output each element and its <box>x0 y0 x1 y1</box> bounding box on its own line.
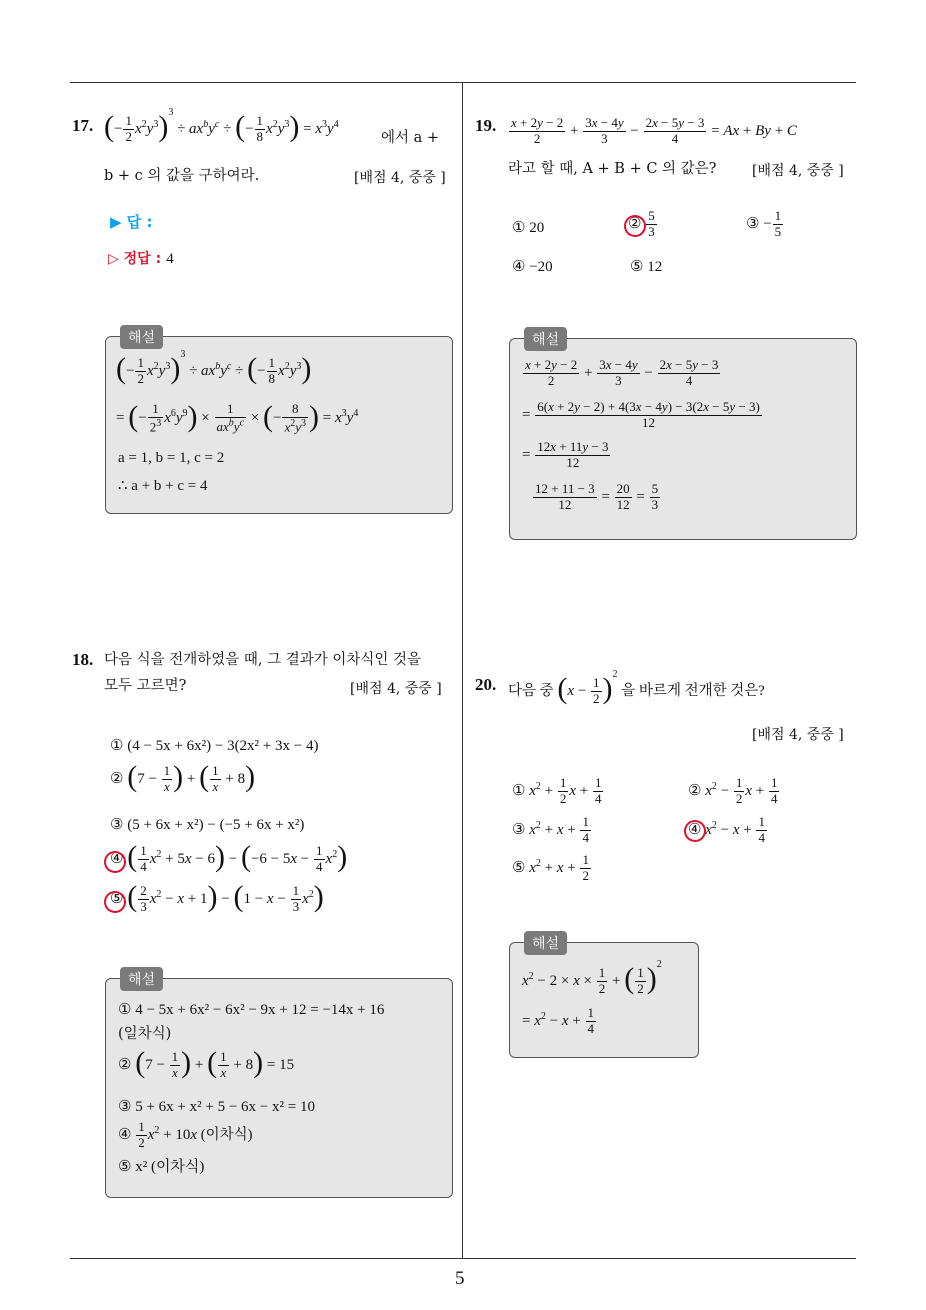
option-1: ① $x^2$ + $\frac{1}{2}$ x + $\frac{1}{4}$ <box>512 775 602 806</box>
question-text-cont: 라고 할 때, A + B + C 의 값은? <box>508 161 717 177</box>
option-3: ③ $x^2 + x$ + $\frac{1}{4}$ <box>512 814 589 845</box>
option-2: ② $\frac{5}{3}$ <box>628 208 655 239</box>
option-3: ③ (5 + 6x + x²) − (−5 + 6x + x²) <box>110 817 305 833</box>
answer-label: ▶ 답 : <box>110 213 153 231</box>
bottom-rule <box>70 1258 856 1259</box>
question-number: 18. <box>72 650 94 669</box>
score-meta: [배점 4, 중중 ] <box>752 163 844 179</box>
solution-line-1: $x^2 - 2 \times x$ × $\frac{1}{2}$ + ( $\frac{1}{2}$ )$^2$ <box>522 958 662 996</box>
question-text-cont: b + c 의 값을 구하여라. <box>104 168 260 184</box>
solution-line-2: = $\frac{6(x + 2y - 2) + 4(3x - 4y) - 3(2x - 5y - 3)}{12}$ <box>522 399 760 430</box>
question-expression: (− $\frac{1}{2}$ $x^2y^3)^3 \div ax^by^c$ ÷ (− $\frac{1}{8}$ $x^2y^3) = x^3y^4$ <box>104 106 339 144</box>
question-text: 에서 a + <box>381 130 440 146</box>
solution-tag: 해설 <box>120 325 163 349</box>
solution-line-1: ① 4 − 5x + 6x² − 6x² − 9x + 12 = −14x + 16 <box>118 1002 385 1018</box>
question-text: 다음 식을 전개하였을 때, 그 결과가 이차식인 것을 <box>104 652 422 668</box>
solution-line-1b: (일차식) <box>118 1026 172 1042</box>
solution-line-4: $\frac{12 + 11 - 3}{12}$ = $\frac{20}{12}$ = $\frac{5}{3}$ <box>535 481 659 512</box>
option-2: ② (7 − $\frac{1}{x}$ ) + ( $\frac{1}{x}$ + 8) <box>110 760 256 794</box>
top-rule <box>70 82 856 83</box>
option-2: ② $x^2$ − $\frac{1}{2}$ x + $\frac{1}{4}$ <box>688 775 778 806</box>
question-number: 17. <box>72 116 94 135</box>
option-4: ④ ( $\frac{1}{4}$ $x^2 + 5x - 6) - (-6 - 5x$ − $\frac{1}{4}$ $x^2$) <box>110 840 348 874</box>
score-meta: [배점 4, 중중 ] <box>752 727 844 743</box>
solution-tag: 해설 <box>524 931 567 955</box>
option-4: ④ −20 <box>512 259 553 275</box>
correct-label: ▷ 정답 : <box>108 251 162 267</box>
question-number: 19. <box>475 116 497 135</box>
score-meta: [배점 4, 중중 ] <box>354 170 446 186</box>
solution-line-2: = (− $\frac{1}{2^3}$ $x^6y^9$) × $\frac{1}{ax^by^c}$ × (− $\frac{8}{x^2y^3}$ ) = $x^3y^4$ <box>116 399 359 435</box>
option-5: ⑤ $x^2 + x$ + $\frac{1}{2}$ <box>512 852 589 883</box>
correct-answer <box>108 248 174 268</box>
solution-line-3: ③ 5 + 6x + x² + 5 − 6x − x² = 10 <box>118 1099 315 1115</box>
option-3: ③ − $\frac{1}{5}$ <box>746 208 782 239</box>
option-4: ④ $x^2 - x$ + $\frac{1}{4}$ <box>688 814 765 845</box>
solution-tag: 해설 <box>120 967 163 991</box>
correct-value: 4 <box>166 251 174 267</box>
solution-line-1: (− $\frac{1}{2}$ $x^2y^3)^3 \div ax^by^c$ ÷ (− $\frac{1}{8}$ $x^2y^3$) <box>116 348 312 386</box>
question-expression: $\frac{x + 2y - 2}{2}$ + $\frac{3x - 4y}{3}$ − $\frac{2x - 5y - 3}{4}$ = Ax + By + C <box>511 115 797 146</box>
question-number: 20. <box>475 675 497 694</box>
solution-line-3: a = 1, b = 1, c = 2 <box>118 450 225 466</box>
question-text-cont: 모두 고르면? <box>104 678 187 694</box>
option-1: ① 20 <box>512 220 545 236</box>
question-text-cont: 을 바르게 전개한 것은? <box>621 682 765 699</box>
solution-line-3: = $\frac{12x + 11y - 3}{12}$ <box>522 439 609 470</box>
column-divider <box>462 82 463 1258</box>
solution-line-1: $\frac{x + 2y - 2}{2}$ + $\frac{3x - 4y}{3}$ − $\frac{2x - 5y - 3}{4}$ <box>525 357 719 388</box>
solution-line-4: ④ $\frac{1}{2}$ $x^2 + 10x$ (이차식) <box>118 1119 253 1150</box>
solution-line-4-tail: (이차식) <box>200 1126 253 1143</box>
solution-box <box>509 942 699 1058</box>
option-1: ① (4 − 5x + 6x²) − 3(2x² + 3x − 4) <box>110 738 319 754</box>
solution-line-4: ∴ a + b + c = 4 <box>118 478 208 494</box>
solution-line-2: = $x^2 - x$ + $\frac{1}{4}$ <box>522 1005 594 1036</box>
page-number: 5 <box>455 1268 465 1289</box>
score-meta: [배점 4, 중중 ] <box>350 681 442 697</box>
solution-line-5: ⑤ x² (이차식) <box>118 1159 205 1175</box>
option-5: ⑤ ( $\frac{2}{3}$ $x^2 - x + 1) - (1 - x$ − $\frac{1}{3}$ $x^2$) <box>110 880 324 914</box>
question-text: 다음 중 <box>508 682 554 699</box>
option-5: ⑤ 12 <box>630 259 663 275</box>
question-line: 다음 중 (x − $\frac{1}{2}$ )$^2$ 을 바르게 전개한 것은? <box>508 668 765 706</box>
solution-line-2: ② (7 − $\frac{1}{x}$ ) + ( $\frac{1}{x}$ + 8) = 15 <box>118 1046 295 1080</box>
solution-tag: 해설 <box>524 327 567 351</box>
